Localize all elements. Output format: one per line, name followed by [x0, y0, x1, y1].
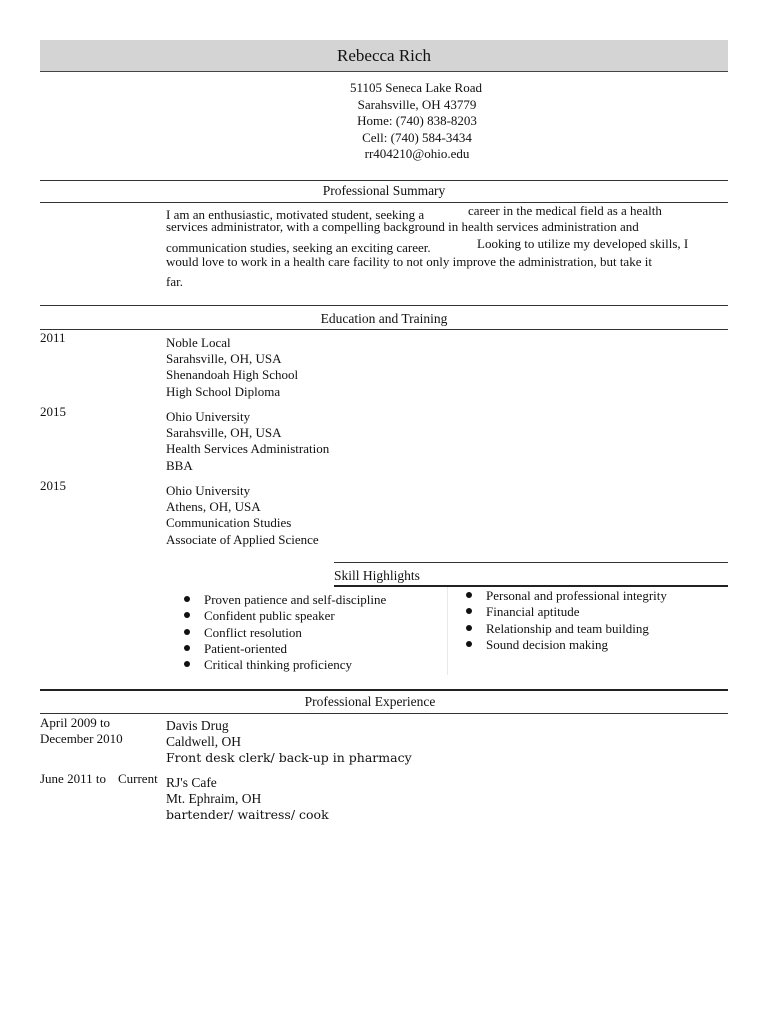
skill-item: Sound decision making	[464, 637, 726, 653]
section-rule	[334, 585, 728, 587]
experience-entry	[166, 718, 412, 767]
summary-line-6: would love to work in a health care facility to not only improve the administration, but take it	[166, 254, 652, 269]
skill-item: Patient-oriented	[182, 641, 444, 657]
skills-right-list	[464, 588, 726, 653]
summary-line-3: services administrator, with a compelling background in health services administration and	[166, 219, 639, 234]
address-line-2: Sarahsville, OH 43779	[357, 96, 477, 112]
education-school: Noble Local	[166, 335, 231, 350]
section-rule	[334, 562, 728, 563]
education-entry	[166, 409, 329, 474]
education-program: Shenandoah High School	[166, 367, 299, 383]
skill-item: Critical thinking proficiency	[182, 657, 444, 673]
resume-name: Rebecca Rich	[40, 40, 728, 72]
skill-item: Conflict resolution	[182, 625, 444, 641]
section-rule	[40, 713, 728, 714]
education-year: 2015	[40, 404, 66, 419]
education-school: Ohio University	[166, 483, 251, 498]
address-line-1: 51105 Seneca Lake Road	[350, 80, 482, 95]
bullet-icon	[184, 645, 190, 651]
summary-line-1: I am an enthusiastic, motivated student, seeking a	[166, 207, 425, 222]
summary-line-7: far.	[166, 274, 183, 289]
skills-left-list	[182, 592, 444, 673]
education-year: 2011	[40, 330, 66, 345]
job-title: bartender/ waitress/ cook	[166, 807, 329, 823]
education-entry	[166, 335, 298, 400]
summary-line-4: communication studies, seeking an exciting career.	[166, 240, 431, 255]
bullet-icon	[184, 661, 190, 667]
employer-name: RJ's Cafe	[166, 775, 217, 790]
education-location: Sarahsville, OH, USA	[166, 425, 282, 441]
section-rule	[40, 689, 728, 691]
contact-block	[40, 80, 728, 163]
education-degree: High School Diploma	[166, 383, 281, 399]
section-rule	[40, 180, 728, 181]
education-degree: BBA	[166, 457, 193, 473]
education-location: Sarahsville, OH, USA	[166, 351, 282, 367]
education-program: Health Services Administration	[166, 441, 330, 457]
bullet-icon	[466, 641, 472, 647]
skills-column-divider	[447, 587, 448, 675]
bullet-icon	[184, 612, 190, 618]
experience-entry	[166, 775, 329, 824]
education-year: 2015	[40, 478, 66, 493]
education-entry	[166, 483, 319, 548]
employer-location: Mt. Ephraim, OH	[166, 791, 262, 807]
education-school: Ohio University	[166, 409, 251, 424]
skill-item: Confident public speaker	[182, 608, 444, 624]
skill-item: Financial aptitude	[464, 604, 726, 620]
cell-phone: Cell: (740) 584-3434	[362, 129, 472, 145]
skill-item: Relationship and team building	[464, 621, 726, 637]
summary-line-2: career in the medical field as a health	[468, 203, 662, 218]
section-rule	[40, 329, 728, 330]
section-rule	[40, 305, 728, 306]
bullet-icon	[184, 596, 190, 602]
education-title: Education and Training	[320, 311, 448, 326]
bullet-icon	[184, 629, 190, 635]
bullet-icon	[466, 625, 472, 631]
experience-date: April 2009 to December 2010	[40, 715, 123, 746]
education-program: Communication Studies	[166, 515, 292, 531]
experience-date: June 2011 to Current	[40, 771, 158, 786]
summary-title: Professional Summary	[322, 183, 446, 198]
bullet-icon	[466, 592, 472, 598]
skills-title: Skill Highlights	[334, 568, 420, 583]
employer-name: Davis Drug	[166, 718, 229, 733]
job-title: Front desk clerk/ back-up in pharmacy	[166, 750, 412, 766]
home-phone: Home: (740) 838-8203	[357, 113, 477, 128]
email: rr404210@ohio.edu	[364, 146, 470, 161]
education-degree: Associate of Applied Science	[166, 531, 319, 547]
bullet-icon	[466, 608, 472, 614]
summary-line-5: Looking to utilize my developed skills, I	[477, 236, 689, 251]
skill-item: Personal and professional integrity	[464, 588, 726, 604]
experience-title: Professional Experience	[304, 694, 436, 709]
education-location: Athens, OH, USA	[166, 499, 261, 515]
skill-item: Proven patience and self-discipline	[182, 592, 444, 608]
employer-location: Caldwell, OH	[166, 734, 241, 750]
